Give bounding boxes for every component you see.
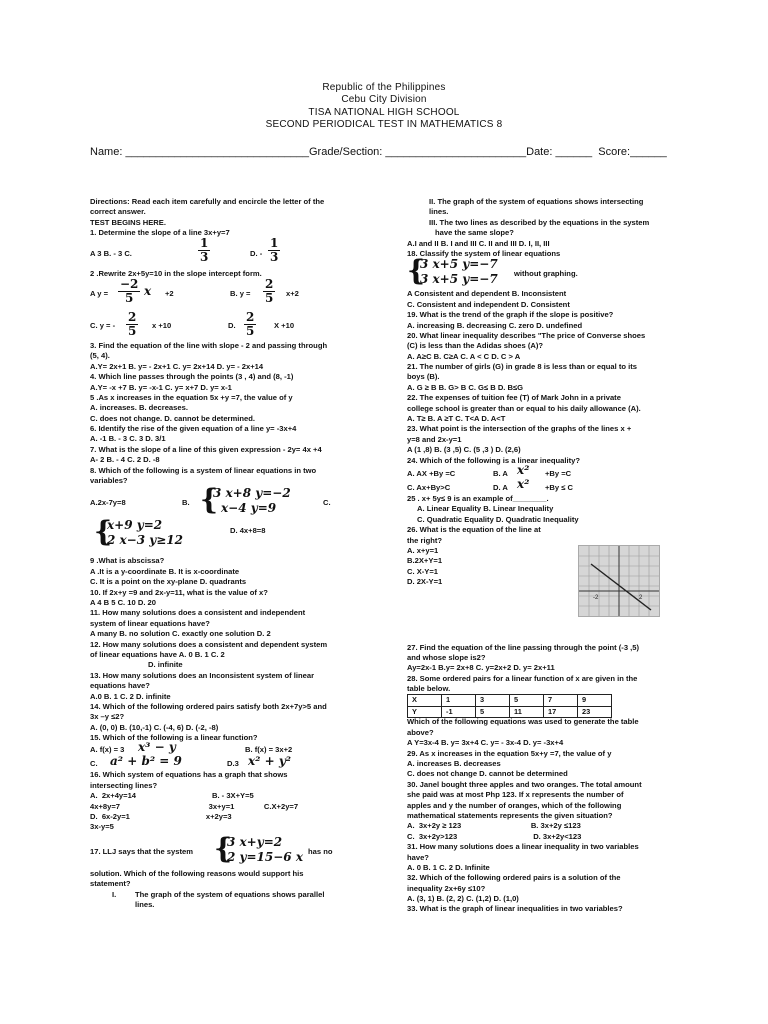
question-11: 11. How many solutions does a consistent and independent [90, 608, 306, 618]
question-28-options: A Y=3x-4 B. y= 3x+4 C. y= - 3x-4 D. y= -3x+4 [407, 738, 564, 748]
question-14: 14. Which of the following ordered pairs satisfy both 2x+7y>5 and [90, 701, 327, 711]
question-32-cont: inequality 2x+6y ≤10? [407, 883, 486, 893]
question-8: 8. Which of the following is a system of linear equations in two [90, 465, 317, 475]
q15-option-c-expr: a² + b² = 9 [110, 754, 182, 769]
question-12-cont: of linear equations have A. 0 B. 1 C. 2 [90, 649, 225, 659]
q17-system-eq1: 3 x+y=2 [227, 834, 283, 849]
q8-option-a: A.2x-7y=8 [90, 498, 126, 508]
question-16-options-row1: A. 2x+4y=14 B. - 3X+Y=5 [90, 791, 254, 801]
graph-tick-label: -2 [593, 595, 599, 601]
question-2: 2 .Rewrite 2x+5y=10 in the slope intercept form. [90, 268, 262, 278]
q15-option-d: D.3 [227, 759, 239, 769]
q8-system-c-eq1: x+9 y=2 [107, 518, 163, 533]
question-12-option-d: D. infinite [148, 660, 183, 670]
question-26-option-b: B.2X+Y=1 [407, 556, 443, 566]
header-republic: Republic of the Philippines [322, 82, 446, 93]
question-32-options: A. (3, 1) B. (2, 2) C. (1,2) D. (1,0) [407, 894, 519, 904]
question-30-options-ab: A. 3x+2y ≥ 123 B. 3x+2y ≤123 [407, 821, 581, 831]
question-17-cont: solution. Which of the following reasons would support his [90, 868, 304, 878]
q24-option-a: A. AX +By =C [407, 468, 456, 478]
question-26: 26. What is the equation of the line at [407, 525, 541, 535]
table-cell: 3 [476, 695, 510, 706]
q24-option-b: B. A [493, 468, 508, 478]
question-16-options-row2: 4x+8y=7 3x+y=1 C.X+2y=7 [90, 801, 299, 811]
question-31-options: A. 0 B. 1 C. 2 D. Infinite [407, 862, 490, 872]
question-16-options-row3: D. 6x-2y=1 x+2y=3 [90, 812, 232, 822]
question-29: 29. As x increases in the equation 5x+y =7, the value of y [407, 748, 612, 758]
q2-fraction-c: $\frac{2}{5}$ [128, 309, 137, 338]
q18-system-eq1: 3 x+5 y=−7 [420, 257, 498, 272]
table-cell: 9 [578, 695, 612, 706]
question-19: 19. What is the trend of the graph if the slope is positive? [407, 310, 614, 320]
q2-option-a: A y = [90, 288, 109, 298]
table-cell: Y [408, 706, 442, 717]
question-7-options: A- 2 B. - 4 C. 2 D. -8 [90, 455, 160, 465]
question-9-options-ab: A .It is a y-coordinate B. It is x-coordinate [90, 566, 240, 576]
question-13: 13. How many solutions does an Inconsistent system of linear [90, 670, 315, 680]
q2-fraction-a: $\frac{-2}{5}$ [120, 276, 139, 305]
q26-graph-image [578, 545, 660, 617]
q8-brace-b: { [200, 483, 219, 517]
q24-option-d: D. A [493, 482, 508, 492]
question-6-options: A. -1 B. - 3 C. 3 D. 3/1 [90, 434, 166, 444]
q15-option-a-expr: x³ − y [138, 740, 176, 755]
q8-system-c-eq2: 2 x−3 y≥12 [107, 533, 183, 548]
directions-cont: correct answer. [90, 207, 146, 217]
q2-var-x: x [144, 283, 152, 298]
question-11-options: A many B. no solution C. exactly one solution D. 2 [90, 629, 271, 639]
table-cell: 1 [442, 695, 476, 706]
question-28: 28. Some ordered pairs for a linear function of x are given in the [407, 673, 638, 683]
header-school: TISA NATIONAL HIGH SCHOOL [308, 107, 460, 118]
question-15-options-cd [90, 756, 375, 770]
table-cell: 7 [544, 695, 578, 706]
q8-option-d: D. 4x+8=8 [230, 526, 266, 536]
question-25: 25 . x+ 5y≤ 9 is an example of________. [407, 493, 549, 503]
q17-options: A.I and II B. I and III C. II and III D. I, II, III [407, 238, 550, 248]
table-cell: 5 [476, 706, 510, 717]
q15-option-b: B. f(x) = 3x+2 [245, 745, 293, 755]
q24-option-c: C. Ax+By>C [407, 482, 451, 492]
table-row [408, 706, 612, 717]
q15-option-c: C. [90, 759, 98, 769]
question-22-cont: college school is greater than or equal to his daily allowance (A). [407, 403, 641, 413]
q15-option-a: A. f(x) = 3 [90, 745, 125, 755]
question-26-cont: the right? [407, 535, 443, 545]
question-2-options-cd [90, 311, 375, 341]
table-cell: 23 [578, 706, 612, 717]
question-12: 12. How many solutions does a consistent and dependent system [90, 639, 328, 649]
question-29-options-cd: C. does not change D. cannot be determined [407, 769, 568, 779]
student-info-line: Name: ______________________________Grade/Section: _______________________Date: ______ Score:______ [90, 146, 667, 158]
question-8-option-system [90, 515, 375, 556]
q2-option-c-tail: x +10 [152, 320, 172, 330]
q26-graph-svg [579, 546, 659, 616]
q8-option-c-label: C. [323, 498, 331, 508]
question-27-cont: and whose slope is2? [407, 652, 486, 662]
q1-option-d: D. - [250, 248, 263, 258]
question-22: 22. The expenses of tuition fee (T) of Mark John in a private [407, 393, 621, 403]
test-begins: TEST BEGINS HERE. [90, 217, 166, 227]
q2-fraction-b: $\frac{2}{5}$ [265, 276, 274, 305]
question-28-cont: table below. [407, 684, 451, 694]
question-8-options-abc [90, 483, 375, 520]
header-test-title: SECOND PERIODICAL TEST IN MATHEMATICS 8 [265, 119, 503, 130]
q8-brace-c: { [94, 515, 113, 549]
q2-option-d-tail: X +10 [274, 320, 295, 330]
question-1-options [90, 235, 375, 269]
q24-option-b-tail: +By =C [545, 468, 572, 478]
q8-system-b-eq2: x−4 y=9 [221, 501, 277, 516]
question-11-cont: system of linear equations have? [90, 618, 210, 628]
question-30: 30. Janel bought three apples and two oranges. The total amount [407, 779, 642, 789]
question-18-options-ab: A Consistent and dependent B. Inconsistent [407, 289, 567, 299]
question-27: 27. Find the equation of the line passing through the point (-3 ,5) [407, 642, 640, 652]
directions: Directions: Read each item carefully and encircle the letter of the [90, 197, 325, 206]
question-18-system [407, 254, 682, 289]
question-30-cont2: apples and y the number of oranges, which of the following [407, 800, 622, 810]
question-32: 32. Which of the following ordered pairs is a solution of the [407, 873, 621, 883]
question-20: 20. What linear inequality describes "The price of Converse shoes [407, 330, 646, 340]
question-13-options: A.0 B. 1 C. 2 D. infinite [90, 691, 171, 701]
question-19-options: A. increasing B. decreasing C. zero D. undefined [407, 320, 583, 330]
question-30-cont3: mathematical statements represents the given situation? [407, 810, 613, 820]
q24-option-d-expr: x² [517, 476, 530, 491]
q17-reason-2: II. The graph of the system of equations shows intersecting [429, 197, 644, 206]
table-cell: 11 [510, 706, 544, 717]
q1-fraction-c: $\frac{1}{3}$ [200, 235, 209, 264]
question-28-ask: Which of the following equations was used to generate the table [407, 717, 639, 727]
question-14-cont: 3x –y ≤2? [90, 712, 125, 722]
question-17-reason-1-cont: lines. [135, 899, 155, 909]
question-3: 3. Find the equation of the line with slope - 2 and passing through [90, 340, 328, 350]
question-13-cont: equations have? [90, 681, 150, 691]
question-3-options: A.Y= 2x+1 B. y= - 2x+1 C. y= 2x+14 D. y= - 2x+14 [90, 361, 264, 371]
question-17-reason-1 [90, 890, 375, 900]
question-14-options: A. (0, 0) B. (10,-1) C. (-4, 6) D. (-2, -8) [90, 722, 219, 732]
question-3-cont: (5, 4). [90, 351, 110, 361]
question-31: 31. How many solutions does a linear inequality in two variables [407, 842, 639, 852]
table-cell: X [408, 695, 442, 706]
question-22-options: A. T≥ B. A ≥T C. T<A D. A<T [407, 414, 506, 424]
question-29-options-ab: A. increases B. decreases [407, 759, 501, 769]
question-8-cont: variables? [90, 476, 128, 486]
question-23-options: A (1 ,8) B. (3 ,5) C. (5 ,3 ) D. (2,6) [407, 445, 521, 455]
question-4: 4. Which line passes through the points (3 , 4) and (8, -1) [90, 372, 294, 382]
question-26-option-c: C. X-Y=1 [407, 566, 439, 576]
q2-option-b-tail: x+2 [286, 288, 299, 298]
question-23: 23. What point is the intersection of the graphs of the lines x + [407, 424, 632, 434]
question-30-cont1: she paid was at most Php 123. If x represents the number of [407, 790, 624, 800]
question-2-options-ab [90, 276, 375, 311]
table-row [408, 695, 612, 706]
header-division: Cebu City Division [341, 94, 427, 105]
question-5: 5 .As x increases in the equation 5x +y =7, the value of y [90, 392, 293, 402]
question-16-cont: intersecting lines? [90, 780, 158, 790]
question-4-options: A.Y= -x +7 B. y= -x-1 C. y= x+7 D. y= x-1 [90, 382, 232, 392]
question-20-cont: (C) is less than the Adidas shoes (A)? [407, 341, 544, 351]
q28-table [407, 694, 612, 718]
q1-fraction-d: $\frac{1}{3}$ [270, 235, 279, 264]
question-16: 16. Which system of equations has a graph that shows [90, 770, 288, 780]
question-17-statement: statement? [90, 879, 131, 889]
question-1: 1. Determine the slope of a line 3x+y=7 [90, 228, 230, 238]
question-25-options-ab: A. Linear Equality B. Linear Inequality [417, 504, 554, 514]
q8-system-b-eq1: 3 x+8 y=−2 [213, 486, 291, 501]
question-21: 21. The number of girls (G) in grade 8 is less than or equal to its [407, 362, 637, 372]
q17-stem: 17. LLJ says that the system [90, 846, 193, 856]
q17-brace: { [214, 831, 233, 865]
q2-fraction-d: $\frac{2}{5}$ [246, 309, 255, 338]
question-24: 24. Which of the following is a linear inequality? [407, 455, 580, 465]
question-31-cont: have? [407, 852, 429, 862]
question-10-options: A 4 B 5 C. 10 D. 20 [90, 597, 156, 607]
question-25-options-cd: C. Quadratic Equality D. Quadratic Inequality [417, 514, 579, 524]
q18-system-eq2: 3 x+5 y=−7 [420, 272, 498, 287]
q24-option-b-expr: x² [517, 462, 530, 477]
question-9-options-cd: C. It is a point on the xy-plane D. quadrants [90, 577, 247, 587]
q17-reason-2-cont: lines. [429, 207, 449, 217]
q17-reason-3: III. The two lines as described by the equations in the system [429, 217, 650, 227]
q2-option-b: B. y = [230, 288, 251, 298]
question-21-cont: boys (B). [407, 372, 440, 382]
q1-options-ab: A 3 B. - 3 C. [90, 248, 132, 258]
question-5-options-ab: A. increases. B. decreases. [90, 403, 188, 413]
question-5-options-cd: C. does not change. D. cannot be determined. [90, 413, 255, 423]
question-33: 33. What is the graph of linear inequalities in two variables? [407, 904, 623, 914]
question-18-options-cd: C. Consistent and independent D. Consistent [407, 299, 570, 309]
question-21-options: A. G ≥ B B. G> B C. G≤ B D. B≤G [407, 382, 524, 392]
q2-option-c: C. y = - [90, 320, 116, 330]
left-column [90, 197, 375, 910]
table-cell: 17 [544, 706, 578, 717]
question-10: 10. If 2x+y =9 and 2x-y=11, what is the value of x? [90, 587, 268, 597]
question-24-options-cd [407, 476, 682, 494]
q8-option-b-label: B. [182, 498, 190, 508]
graph-line [591, 564, 651, 610]
question-24-options-ab [407, 462, 682, 480]
question-6: 6. Identify the rise of the given equation of a line y= -3x+4 [90, 424, 297, 434]
question-18: 18. Classify the system of linear equations [407, 248, 561, 258]
q17-reason-3-cont: have the same slope? [435, 228, 514, 238]
q18-brace: { [407, 254, 426, 288]
question-15: 15. Which of the following is a linear function? [90, 733, 258, 743]
question-26-option-a: A. x+y=1 [407, 545, 439, 555]
q18-stem-tail: without graphing. [514, 269, 578, 279]
question-27-options: Ay=2x-1 B.y= 2x+8 C. y=2x+2 D. y= 2x+11 [407, 663, 555, 673]
q2-option-d: D. [228, 320, 236, 330]
question-26-option-d: D. 2X-Y=1 [407, 577, 443, 587]
table-cell: 5 [510, 695, 544, 706]
question-20-options: A. A≥C B. C≥A C. A < C D. C > A [407, 351, 521, 361]
q2-option-a-tail: +2 [165, 288, 174, 298]
question-30-options-cd: C. 3x+2y>123 D. 3x+2y<123 [407, 831, 582, 841]
table-cell: -1 [442, 706, 476, 717]
question-7: 7. What is the slope of a line of this given expression - 2y= 4x +4 [90, 444, 322, 454]
question-16-options-row4: 3x-y=5 [90, 822, 114, 832]
question-23-cont: y=8 and 2x-y=1 [407, 434, 462, 444]
q17-stem-tail: has no [308, 846, 333, 856]
q15-option-d-expr: x² + y² [248, 754, 292, 769]
q17-system-eq2: 2 y=15−6 x [227, 849, 303, 864]
q24-option-d-tail: +By ≤ C [545, 482, 574, 492]
question-9: 9 .What is abscissa? [90, 556, 165, 566]
q17-roman-i: I. [112, 889, 117, 899]
question-28-ask-cont: above? [407, 727, 434, 737]
graph-tick-label: 2 [639, 595, 643, 601]
q28-table-wrap [407, 694, 682, 717]
q17-reason-i-text: The graph of the system of equations shows parallel [135, 889, 325, 899]
question-17 [90, 833, 375, 869]
